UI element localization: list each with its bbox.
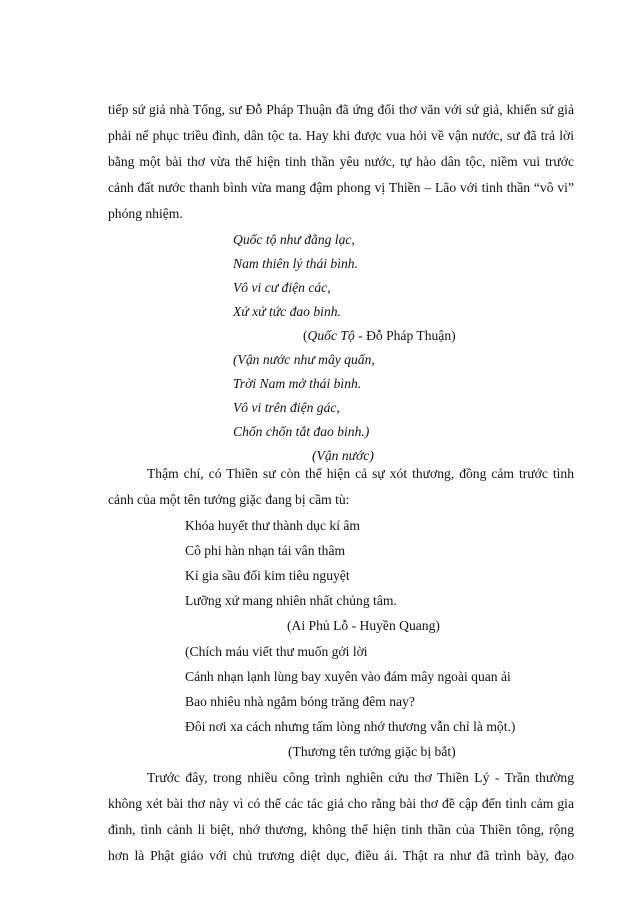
source-separator: -: [354, 328, 367, 343]
paragraph-line: đình, tình cảnh li biệt, nhớ thương, không thể hiện tinh thần của Thiền tông, rộng: [108, 822, 574, 837]
poem-2-line: Khóa huyết thư thành dục kí âm: [185, 518, 360, 533]
poem-1-translation-line: Vô vi trên điện gác,: [233, 400, 340, 415]
poem-2-translation-line: Bao nhiêu nhà ngắm bóng trăng đêm nay?: [185, 694, 415, 709]
poem-1-title: Quốc Tộ: [307, 328, 355, 343]
poem-1-translation-line: Chốn chốn tắt đao binh.): [233, 424, 370, 439]
paragraph-line: phóng nhiệm.: [108, 206, 183, 221]
paragraph-2: [108, 461, 574, 513]
paragraph-line: Trước đây, trong nhiều công trình nghiên cứu thơ Thiền Lý - Trần thường: [147, 770, 574, 785]
paragraph-line: cảnh đất nước thanh bình vừa mang đậm phong vị Thiền – Lão với tinh thần “vô vi”: [108, 180, 574, 195]
paragraph-line: không xét bài thơ này vì có thể các tác giả cho rằng bài thơ đề cập đến tình cảm gia: [108, 796, 574, 811]
poem-1-author: Đỗ Pháp Thuận: [366, 328, 452, 343]
paragraph-line: phải nể phục triều đình, dân tộc ta. Hay khi được vua hỏi về vận nước, sư đã trả lời: [108, 128, 574, 143]
poem-1-translation-line: Trời Nam mở thái bình.: [233, 376, 362, 391]
poem-1-line: Vô vi cư điện các,: [233, 280, 331, 295]
poem-2-line: Lưỡng xứ mang nhiên nhất chủng tâm.: [185, 593, 397, 608]
poem-2-translation-title: (Thương tên tướng giặc bị bắt): [288, 744, 456, 759]
poem-1-source: [303, 323, 456, 349]
poem-1-line: Xứ xứ tức đao binh.: [233, 304, 341, 319]
paragraph-line: bằng một bài thơ vừa thể hiện tinh thần yêu nước, tự hào dân tộc, niềm vui trước: [108, 154, 574, 169]
paragraph-1: [108, 97, 574, 227]
poem-2-line: Cô phi hàn nhạn tái vân thâm: [185, 543, 346, 558]
paragraph-3: [108, 765, 574, 869]
paragraph-line: cảnh của một tên tướng giặc đang bị cầm tù:: [108, 492, 350, 507]
poem-1-translation-line: (Vận nước như mây quấn,: [233, 352, 375, 367]
poem-1-translation-title: (Vận nước): [312, 448, 374, 463]
poem-2-translation-line: Cánh nhạn lạnh lùng bay xuyên vào đám mây ngoài quan ải: [185, 669, 511, 684]
poem-2-source: (Ai Phủ Lỗ - Huyền Quang): [287, 618, 440, 633]
paragraph-line: Thậm chí, có Thiền sư còn thể hiện cả sự xót thương, đồng cảm trước tình: [147, 466, 574, 481]
poem-2-line: Kỉ gia sầu đối kim tiêu nguyệt: [185, 568, 350, 583]
source-open-paren: (: [303, 328, 308, 343]
source-close-paren: ): [451, 328, 456, 343]
poem-1-line: Nam thiên lý thái bình.: [233, 256, 358, 271]
paragraph-line: hơn là Phật giáo với chủ trương diệt dục, điều ái. Thật ra như đã trình bày, đạo: [108, 848, 574, 863]
poem-2-translation-line: Đôi nơi xa cách nhưng tấm lòng nhớ thương vẫn chỉ là một.): [185, 719, 516, 734]
poem-2-translation-line: (Chích máu viết thư muốn gởi lời: [185, 644, 368, 659]
paragraph-line: tiếp sứ giả nhà Tống, sư Đỗ Pháp Thuận đã ứng đối thơ văn với sứ giả, khiến sứ giả: [108, 102, 574, 117]
poem-1-line: Quốc tộ như đằng lạc,: [233, 232, 355, 247]
